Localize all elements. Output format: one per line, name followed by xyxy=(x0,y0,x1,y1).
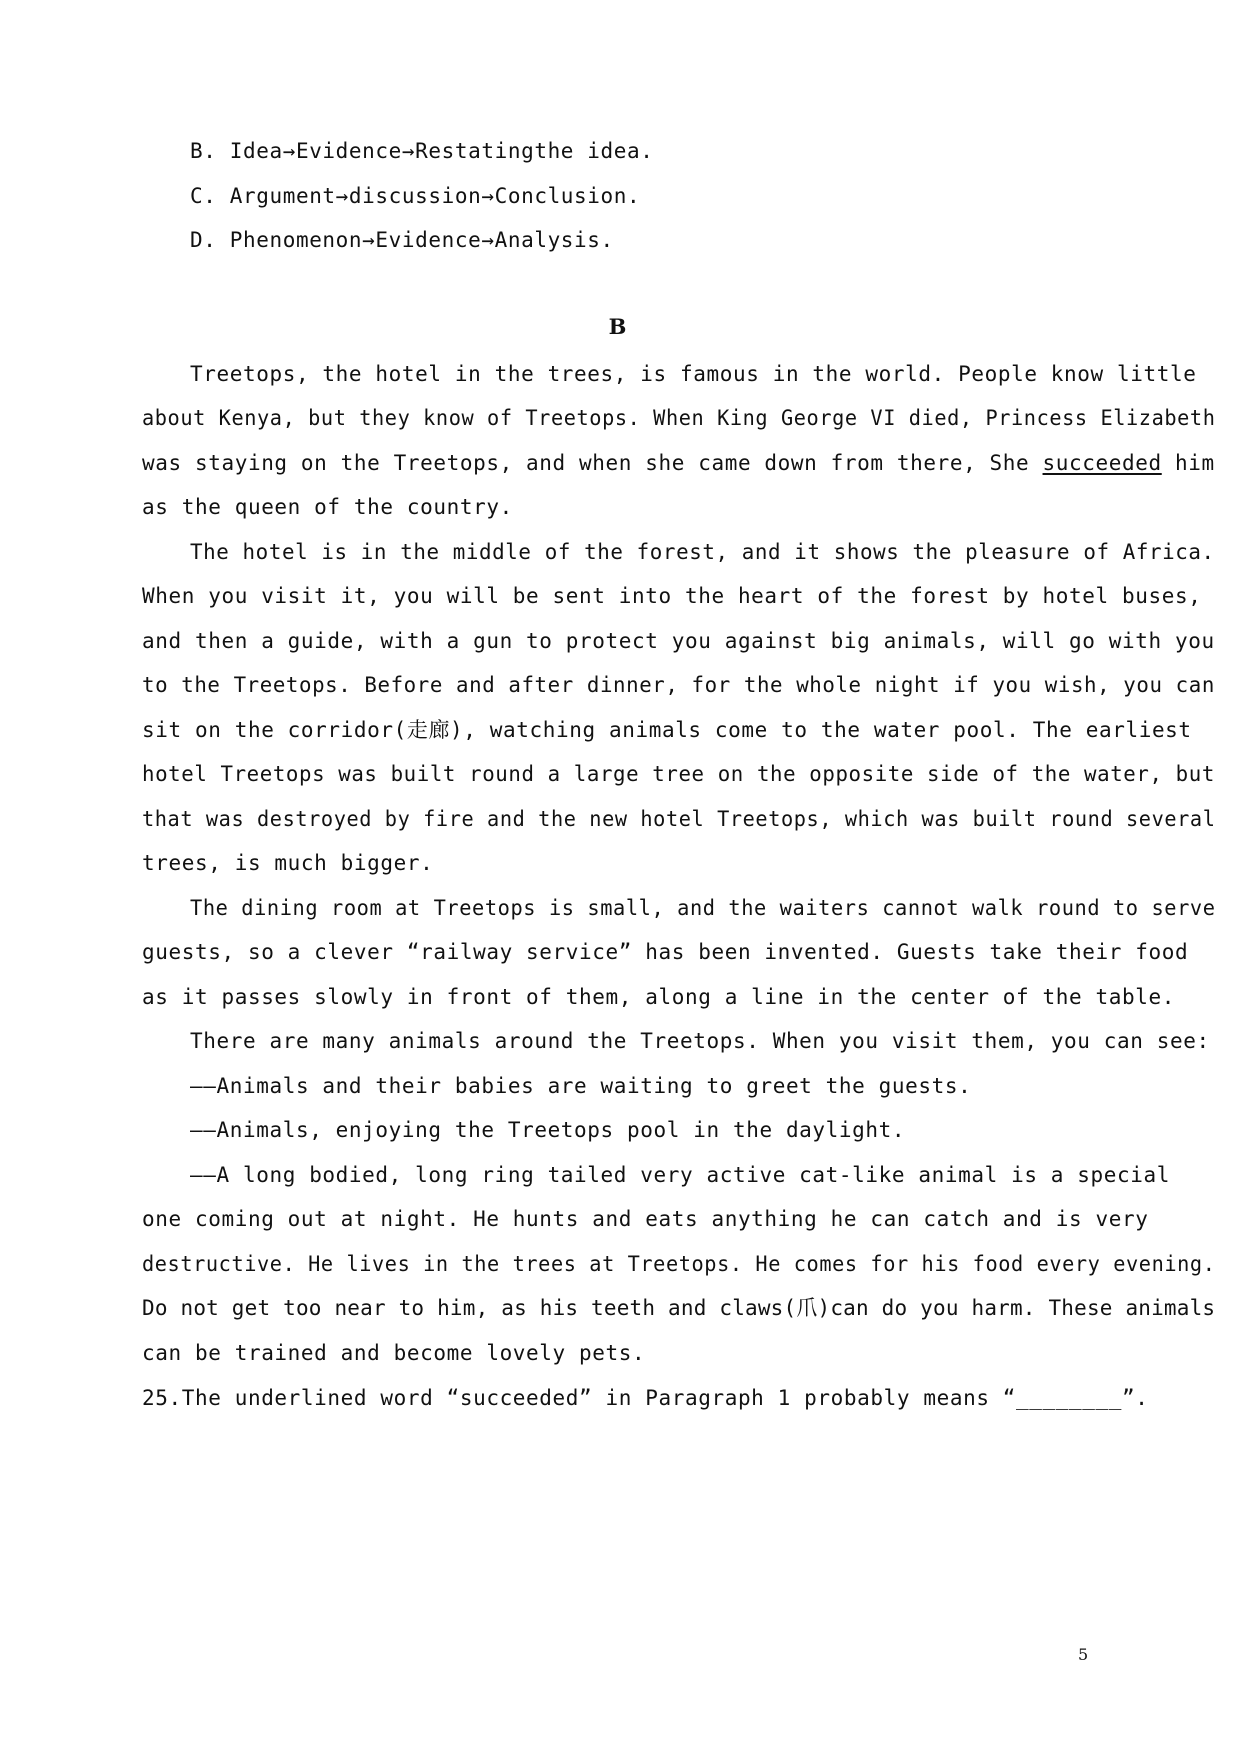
option-c: C. Argument→discussion→Conclusion. xyxy=(190,184,641,208)
option-d: D. Phenomenon→Evidence→Analysis. xyxy=(190,228,614,252)
paragraph-4-line-5: one coming out at night. He hunts and eats anything he can catch and is very xyxy=(142,1207,1149,1231)
page-number: 5 xyxy=(1078,1645,1089,1664)
paragraph-2-line-1: The hotel is in the middle of the forest, and it shows the pleasure of Africa. xyxy=(190,540,1215,564)
paragraph-3-line-1: The dining room at Treetops is small, and the waiters cannot walk round to serve xyxy=(190,896,1216,920)
paragraph-1-line-2: about Kenya, but they know of Treetops. When King George VI died, Princess Elizabeth xyxy=(142,406,1216,430)
underlined-word-succeeded: succeeded xyxy=(1042,451,1162,475)
paragraph-1-line-3 xyxy=(142,448,1215,478)
paragraph-1-line-4: as the queen of the country. xyxy=(142,495,513,519)
paragraph-4-line-4: ——A long bodied, long ring tailed very active cat-like animal is a special xyxy=(190,1163,1170,1187)
paragraph-4-line-6: destructive. He lives in the trees at Treetops. He comes for his food every evening. xyxy=(142,1252,1216,1276)
paragraph-4-line-2: ——Animals and their babies are waiting to greet the guests. xyxy=(190,1074,972,1098)
paragraph-4-line-8: can be trained and become lovely pets. xyxy=(142,1341,646,1365)
option-b: B. Idea→Evidence→Restatingthe idea. xyxy=(190,139,654,163)
paragraph-2-line-2: When you visit it, you will be sent into the heart of the forest by hotel buses, xyxy=(142,584,1202,608)
paragraph-4-line-7: Do not get too near to him, as his teeth and claws(爪)can do you harm. These animals xyxy=(142,1296,1216,1320)
paragraph-2-line-8: trees, is much bigger. xyxy=(142,851,434,875)
paragraph-2-line-4: to the Treetops. Before and after dinner, for the whole night if you wish, you can xyxy=(142,673,1215,697)
paragraph-2-line-7: that was destroyed by fire and the new hotel Treetops, which was built round several xyxy=(142,807,1216,831)
section-heading: B xyxy=(608,314,627,339)
paragraph-3-line-3: as it passes slowly in front of them, along a line in the center of the table. xyxy=(142,985,1175,1009)
paragraph-4-line-1: There are many animals around the Treetops. When you visit them, you can see: xyxy=(190,1029,1210,1053)
paragraph-2-line-6: hotel Treetops was built round a large tree on the opposite side of the water, but xyxy=(142,762,1215,786)
paragraph-1-line-3-after: him xyxy=(1161,451,1215,475)
paragraph-2-line-5: sit on the corridor(走廊), watching animals come to the water pool. The earliest xyxy=(142,718,1192,742)
paragraph-1-line-1: Treetops, the hotel in the trees, is famous in the world. People know little xyxy=(190,362,1197,386)
paragraph-1-line-3-before: was staying on the Treetops, and when she came down from there, She xyxy=(142,451,1043,475)
question-25: 25.The underlined word “succeeded” in Paragraph 1 probably means “________”. xyxy=(142,1386,1149,1410)
paragraph-4-line-3: ——Animals, enjoying the Treetops pool in the daylight. xyxy=(190,1118,906,1142)
paragraph-2-line-3: and then a guide, with a gun to protect you against big animals, will go with you xyxy=(142,629,1215,653)
paragraph-3-line-2: guests, so a clever “railway service” has been invented. Guests take their food xyxy=(142,940,1189,964)
